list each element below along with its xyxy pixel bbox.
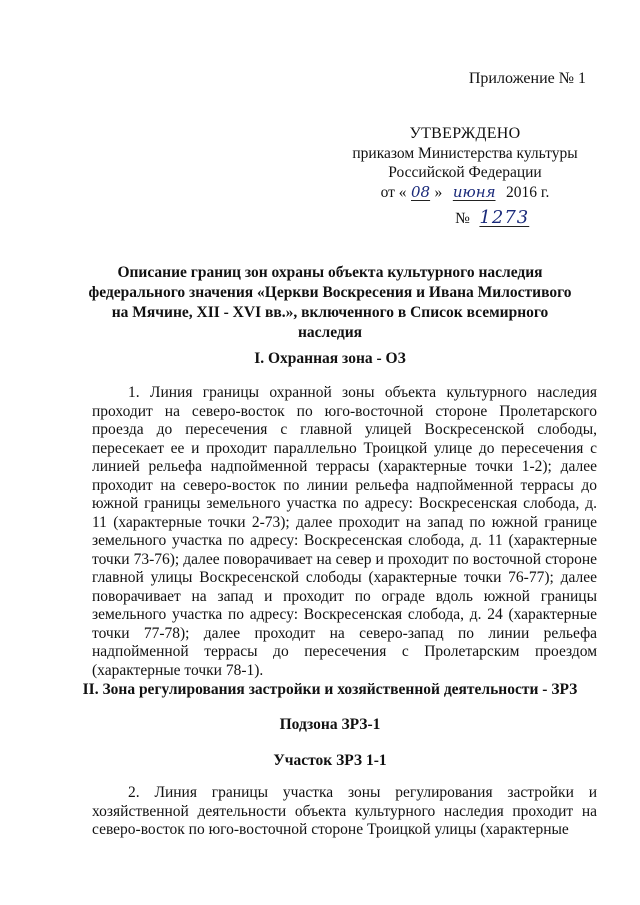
- approval-title: УТВЕРЖДЕНО: [409, 125, 521, 142]
- number-prefix: №: [455, 210, 470, 227]
- handwritten-order-number: 1273: [479, 207, 530, 228]
- approval-line-federation: Российской Федерации: [388, 164, 542, 181]
- subzone-heading: Подзона ЗРЗ-1: [279, 716, 381, 733]
- document-title: Описание границ зон охраны объекта культурного наследия федерального значения «Церкви Воскресения и Ивана Милостивого на Мячине, XII - XVI вв.», включенного в Список всемирного наследия: [88, 264, 572, 341]
- section1-paragraph: 1. Линия границы охранной зоны объекта культурного наследия проходит на северо-восток по юго-восточной стороне Пролетарского проезда до пересечения с главной улицей Воскресенской слободы, пересекает ее и проходит параллельно Троицкой улице до пересечения с линией рельефа надпойменной террасы (характерные точки 1-2); далее проходит на северо-восток по линии рельефа надпойменной террасы до южной границы земельного участка по адресу: Воскресенская слобода, д. 11 (характерные точки 2-73); далее проходит на запад по южной границе земельного участка по адресу: Воскресенская слобода, д. 11 (характерные точки 73-76); далее поворачивает на север и проходит по восточной стороне главной улицы Воскресенской слободы (характерные точки 76-77); далее поворачивает на запад и проходит по ограде вдоль южной границы земельного участка по адресу: Воскресенская слобода, д. 24 (характерные точки 77-78); далее проходит на северо-запад по линии рельефа надпойменной террасы до пересечения с Пролетарским проездом (характерные точки 78-1).: [92, 384, 597, 679]
- handwritten-date-day: 08: [411, 182, 431, 201]
- appendix-label: Приложение № 1: [468, 70, 586, 87]
- approval-stamp: [340, 124, 590, 229]
- section2-paragraph: 2. Линия границы участка зоны регулирования застройки и хозяйственной деятельности объекта культурного наследия проходит на северо-восток по юго-восточной стороне Троицкой улицы (характерные: [92, 784, 597, 838]
- approval-number: [400, 208, 590, 229]
- approval-line-ministry: приказом Министерства культуры: [352, 144, 578, 162]
- section1-heading: I. Охранная зона - ОЗ: [254, 350, 406, 367]
- date-mid: »: [434, 183, 443, 201]
- date-year: 2016 г.: [506, 183, 550, 201]
- plot-heading: Участок ЗРЗ 1-1: [273, 752, 387, 769]
- date-prefix: от «: [380, 183, 407, 201]
- approval-date: [340, 183, 590, 203]
- handwritten-date-month: июня: [452, 182, 496, 201]
- section2-heading: II. Зона регулирования застройки и хозяйственной деятельности - ЗРЗ: [82, 681, 578, 698]
